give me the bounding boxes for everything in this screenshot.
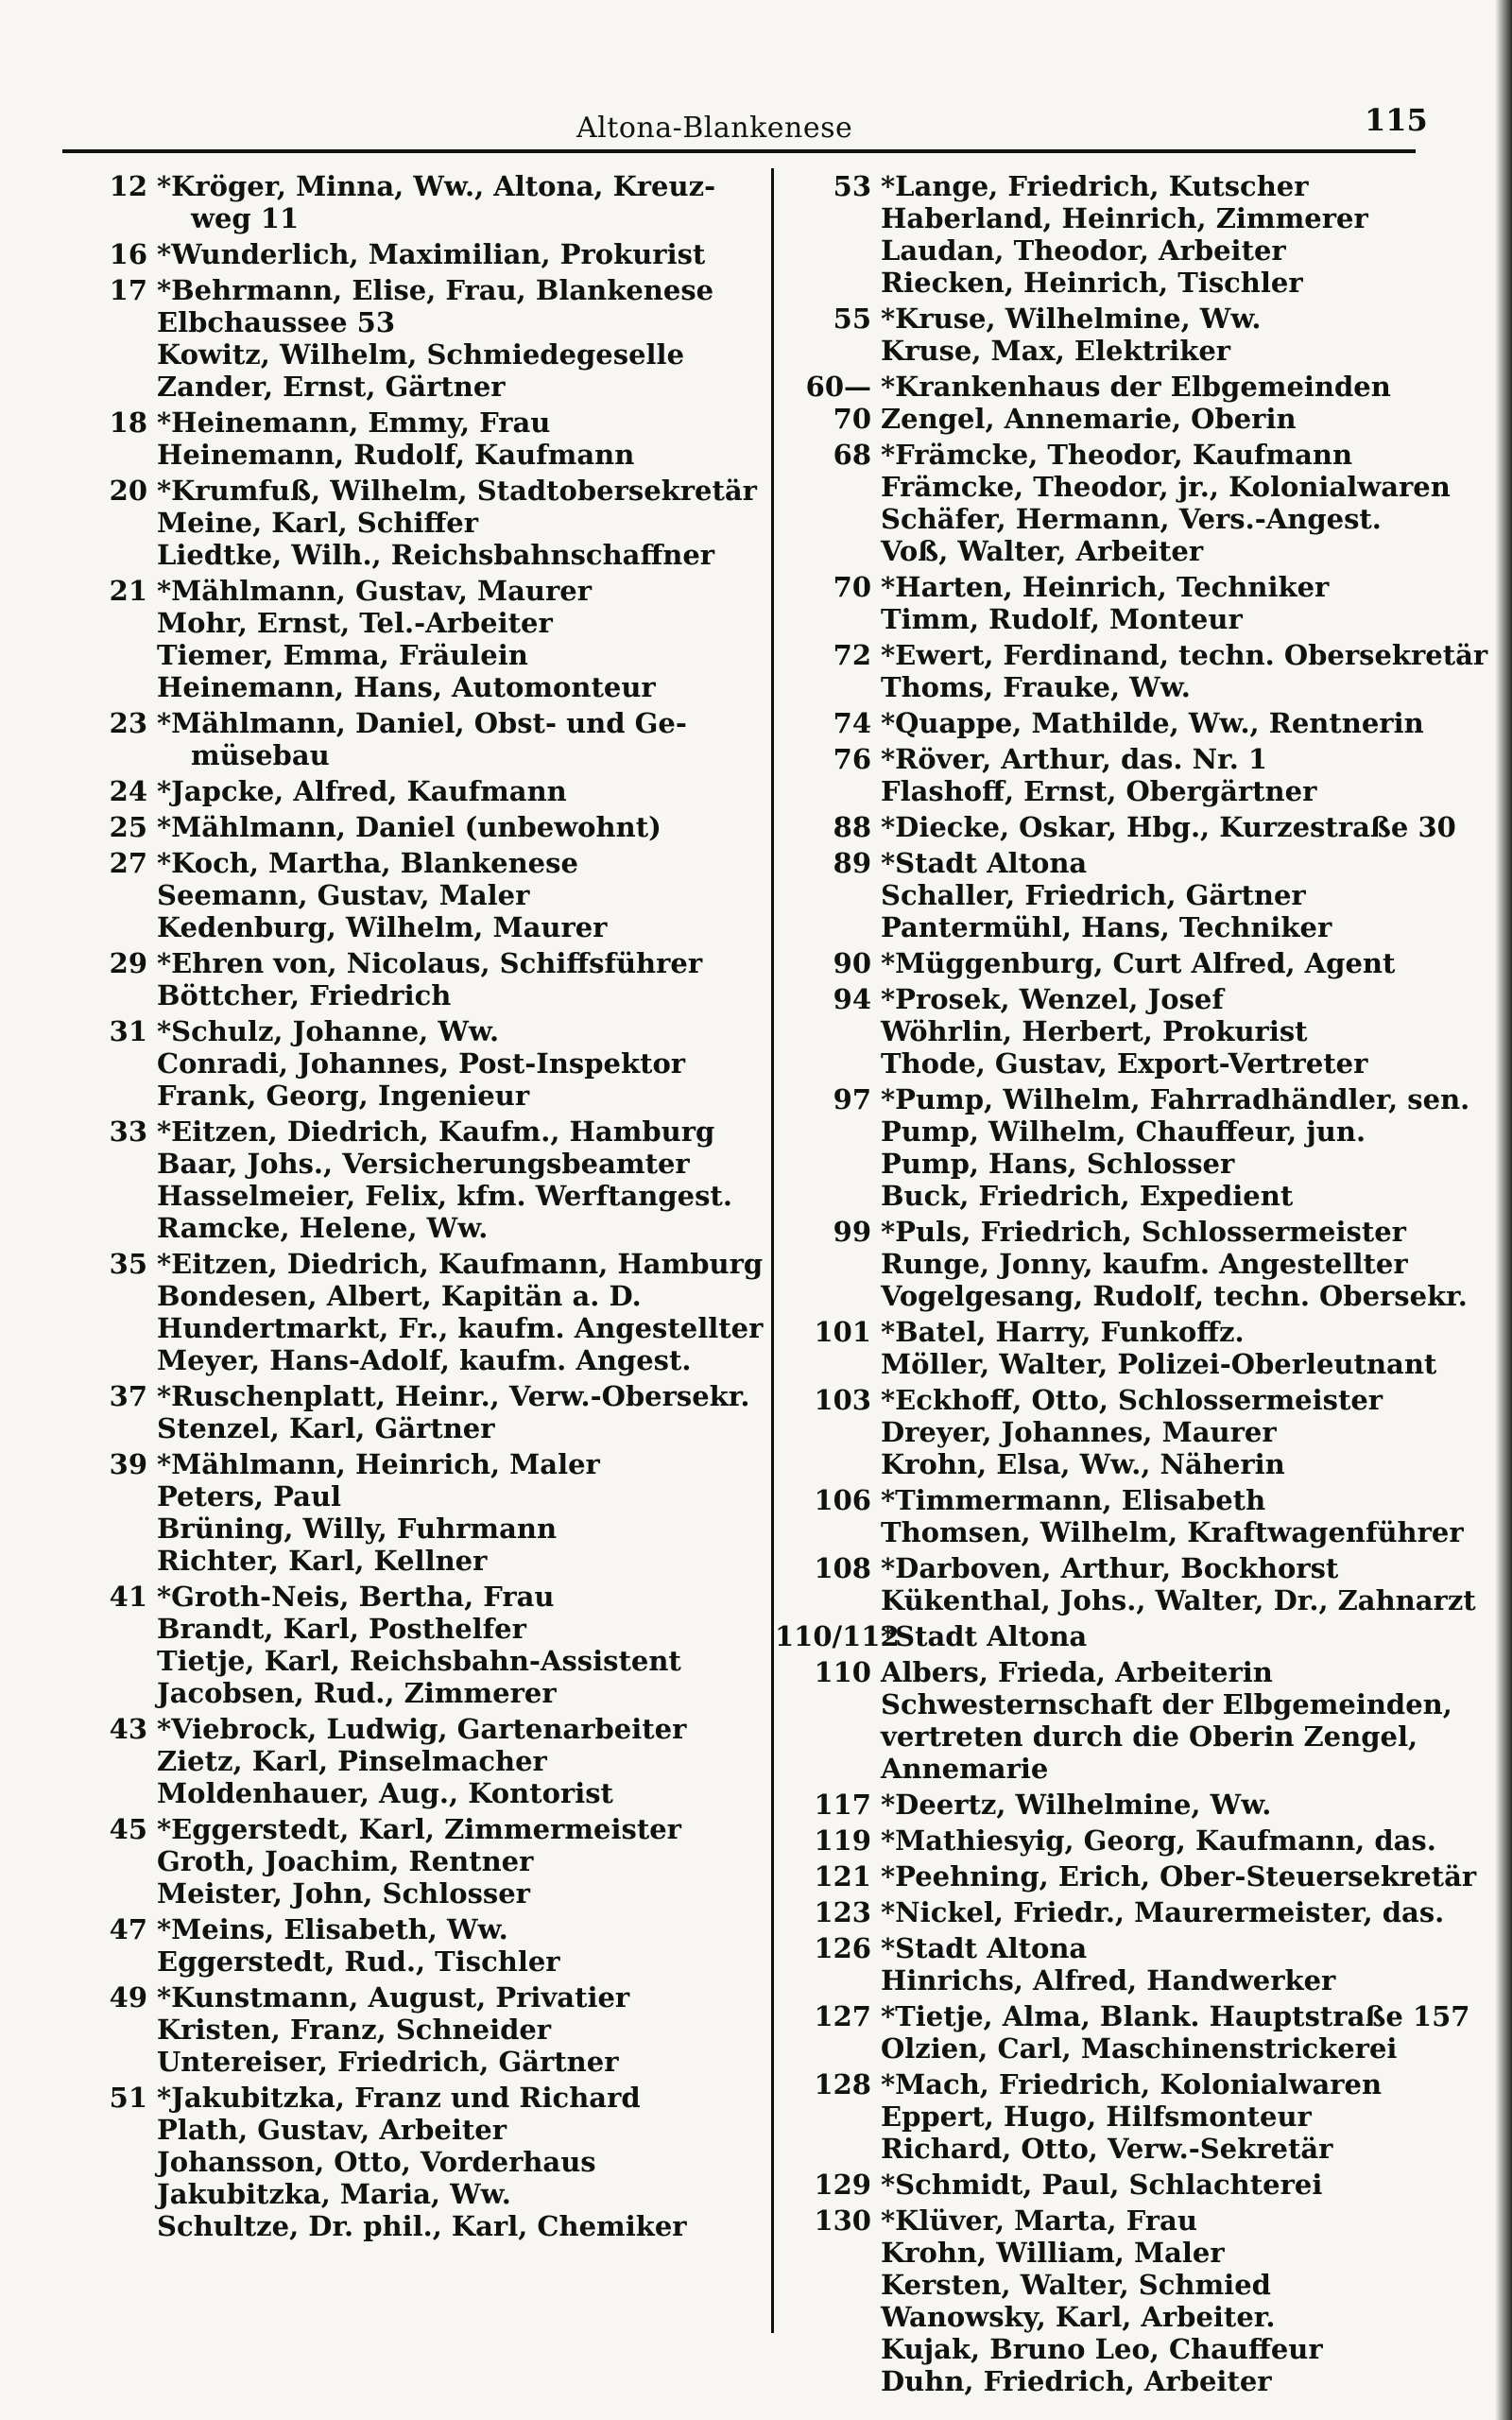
page-header-title: Altona-Blankenese — [576, 112, 853, 145]
resident-primary: *Timmermann, Elisabeth — [881, 1484, 1266, 1516]
resident-line: Frank, Georg, Ingenieur — [157, 1080, 530, 1112]
house-number: 20 — [109, 475, 147, 507]
right-column — [775, 170, 1488, 2401]
resident-line: Kükenthal, Johs., Walter, Dr., Zahnarzt — [881, 1584, 1476, 1616]
house-number: 55 — [833, 302, 871, 335]
resident-primary: *Eitzen, Diedrich, Kaufm., Hamburg — [157, 1115, 715, 1148]
house-number: 18 — [109, 406, 147, 439]
directory-entry — [775, 439, 1479, 567]
resident-line: Kruse, Max, Elektriker — [881, 335, 1231, 367]
resident-primary: *Koch, Martha, Blankenese — [157, 847, 578, 879]
resident-primary: *Batel, Harry, Funkoffz. — [881, 1316, 1245, 1348]
resident-primary: *Diecke, Oskar, Hbg., Kurzestraße 30 — [881, 811, 1456, 843]
resident-line: Richard, Otto, Verw.-Sekretär — [881, 2133, 1333, 2165]
house-number: 88 — [833, 811, 871, 843]
resident-line: Laudan, Theodor, Arbeiter — [881, 234, 1286, 267]
resident-primary: *Krumfuß, Wilhelm, Stadtobersekretär — [157, 475, 757, 507]
directory-entry — [72, 1581, 762, 1709]
resident-primary: *Müggenburg, Curt Alfred, Agent — [881, 947, 1396, 979]
house-number: 53 — [833, 170, 871, 202]
resident-primary: *Mählmann, Heinrich, Maler — [157, 1448, 600, 1480]
directory-entry — [775, 743, 1479, 807]
directory-entry — [775, 2068, 1479, 2165]
resident-primary: *Mählmann, Gustav, Maurer — [157, 575, 593, 607]
resident-primary: *Peehning, Erich, Ober-Steuersekretär — [881, 1860, 1477, 1893]
resident-line: Möller, Walter, Polizei-Oberleutnant — [881, 1348, 1437, 1380]
resident-line: Brandt, Karl, Posthelfer — [157, 1613, 526, 1645]
house-number: 127 — [814, 2000, 871, 2032]
directory-entry — [72, 811, 762, 843]
resident-line: Brüning, Willy, Fuhrmann — [157, 1512, 558, 1545]
resident-line: Haberland, Heinrich, Zimmerer — [881, 202, 1368, 234]
resident-line: Dreyer, Johannes, Maurer — [881, 1416, 1277, 1448]
directory-entry — [775, 707, 1479, 739]
resident-line: Hinrichs, Alfred, Handwerker — [881, 1964, 1336, 1996]
house-number: 41 — [109, 1581, 147, 1613]
directory-entry — [72, 1813, 762, 1910]
resident-line: Meister, John, Schlosser — [157, 1877, 530, 1910]
house-number: 117 — [814, 1789, 871, 1821]
house-number: 23 — [109, 707, 147, 739]
resident-line: Riecken, Heinrich, Tischler — [881, 267, 1303, 299]
resident-line: Buck, Friedrich, Expedient — [881, 1180, 1294, 1212]
house-number: 97 — [833, 1083, 871, 1115]
resident-line: Plath, Gustav, Arbeiter — [157, 2114, 507, 2146]
directory-entry — [775, 639, 1488, 703]
resident-primary: *Jakubitzka, Franz und Richard — [157, 2082, 641, 2114]
directory-entry — [775, 1083, 1479, 1212]
resident-line: Meine, Karl, Schiffer — [157, 507, 479, 539]
page-edge-shadow — [1495, 0, 1512, 2420]
resident-line: Ramcke, Helene, Ww. — [157, 1212, 489, 1244]
house-number: 90 — [833, 947, 871, 979]
resident-line: Schwesternschaft der Elbgemeinden, — [881, 1688, 1452, 1720]
resident-line: Vogelgesang, Rudolf, techn. Obersekr. — [881, 1280, 1468, 1312]
resident-line: Schäfer, Hermann, Vers.-Angest. — [881, 503, 1382, 535]
resident-primary: *Pump, Wilhelm, Fahrradhändler, sen. — [881, 1083, 1470, 1115]
directory-entry — [72, 2082, 762, 2242]
resident-line: Hasselmeier, Felix, kfm. Werftangest. — [157, 1180, 732, 1212]
resident-line: Conradi, Johannes, Post-Inspektor — [157, 1047, 686, 1080]
directory-entry — [775, 2204, 1479, 2397]
house-number: 17 — [109, 274, 147, 306]
resident-primary: Albers, Frieda, Arbeiterin — [881, 1656, 1273, 1688]
resident-line: Baar, Johs., Versicherungsbeamter — [157, 1148, 690, 1180]
resident-primary: *Stadt Altona — [881, 1932, 1088, 1964]
resident-primary: *Behrmann, Elise, Frau, Blankenese — [157, 274, 714, 306]
resident-primary: *Meins, Elisabeth, Ww. — [157, 1913, 508, 1945]
resident-line: Pump, Hans, Schlosser — [881, 1148, 1235, 1180]
house-number: 27 — [109, 847, 147, 879]
resident-line: Hundertmarkt, Fr., kaufm. Angestellter — [157, 1312, 764, 1344]
house-number: 33 — [109, 1115, 147, 1148]
resident-line: Zengel, Annemarie, Oberin — [881, 403, 1297, 435]
house-number: 101 — [814, 1316, 871, 1348]
resident-line: Kujak, Bruno Leo, Chauffeur — [881, 2333, 1323, 2365]
resident-line: Groth, Joachim, Rentner — [157, 1845, 534, 1877]
house-number: 74 — [833, 707, 871, 739]
house-number: 108 — [814, 1552, 871, 1584]
house-number: 24 — [109, 775, 147, 807]
resident-primary: *Ewert, Ferdinand, techn. Obersekretär — [881, 639, 1488, 671]
resident-primary: *Stadt Altona — [881, 1620, 1088, 1652]
resident-primary: *Kruse, Wilhelmine, Ww. — [881, 302, 1262, 335]
house-number: 103 — [814, 1384, 871, 1416]
resident-primary: *Deertz, Wilhelmine, Ww. — [881, 1789, 1272, 1821]
directory-entry — [775, 1932, 1479, 1996]
resident-line: Annemarie — [881, 1753, 1049, 1785]
house-number: 21 — [109, 575, 147, 607]
resident-line: Thomsen, Wilhelm, Kraftwagenführer — [881, 1516, 1464, 1548]
header-rule — [62, 149, 1416, 153]
resident-line: Pantermühl, Hans, Techniker — [881, 911, 1332, 943]
directory-entry — [72, 1713, 762, 1809]
house-number: 35 — [109, 1248, 147, 1280]
house-number: 94 — [833, 983, 871, 1015]
house-number: 72 — [833, 639, 871, 671]
house-number: 110 — [814, 1656, 871, 1688]
house-number: 51 — [109, 2082, 147, 2114]
resident-primary: *Japcke, Alfred, Kaufmann — [157, 775, 567, 807]
house-number: 25 — [109, 811, 147, 843]
directory-entry — [775, 170, 1479, 299]
resident-primary: *Wunderlich, Maximilian, Prokurist — [157, 238, 706, 270]
resident-primary: *Eitzen, Diedrich, Kaufmann, Hamburg — [157, 1248, 764, 1280]
directory-entry — [775, 2169, 1479, 2201]
directory-entry — [72, 575, 762, 703]
house-number: 70 — [833, 571, 871, 603]
house-number: 49 — [109, 1981, 147, 2014]
resident-line: Duhn, Friedrich, Arbeiter — [881, 2365, 1272, 2397]
resident-line: Wöhrlin, Herbert, Prokurist — [881, 1015, 1308, 1047]
directory-entry — [72, 1248, 762, 1376]
directory-entry — [775, 1824, 1479, 1857]
resident-line: Richter, Karl, Kellner — [157, 1545, 488, 1577]
directory-entry — [72, 475, 762, 571]
house-number: 121 — [814, 1860, 871, 1893]
column-divider — [771, 168, 774, 2333]
directory-entry — [775, 1552, 1479, 1616]
resident-line: Jakubitzka, Maria, Ww. — [157, 2178, 511, 2210]
resident-line: Kowitz, Wilhelm, Schmiedegeselle — [157, 338, 685, 371]
house-number: 39 — [109, 1448, 147, 1480]
resident-line: Tietje, Karl, Reichsbahn-Assistent — [157, 1645, 681, 1677]
resident-line: Flashoff, Ernst, Obergärtner — [881, 775, 1317, 807]
resident-primary: *Groth-Neis, Bertha, Frau — [157, 1581, 555, 1613]
resident-primary: *Puls, Friedrich, Schlossermeister — [881, 1216, 1406, 1248]
page-number: 115 — [1365, 102, 1428, 138]
directory-entry — [72, 775, 762, 807]
resident-primary: *Kröger, Minna, Ww., Altona, Kreuz- — [157, 170, 716, 202]
resident-primary: *Lange, Friedrich, Kutscher — [881, 170, 1309, 202]
house-number: 126 — [814, 1932, 871, 1964]
resident-line: Pump, Wilhelm, Chauffeur, jun. — [881, 1115, 1366, 1148]
resident-primary: *Darboven, Arthur, Bockhorst — [881, 1552, 1339, 1584]
resident-line: Främcke, Theodor, jr., Kolonialwaren — [881, 471, 1451, 503]
resident-line: Thoms, Frauke, Ww. — [881, 671, 1191, 703]
house-number: 123 — [814, 1896, 871, 1928]
resident-primary: *Kunstmann, August, Privatier — [157, 1981, 630, 2014]
resident-line: Krohn, William, Maler — [881, 2237, 1225, 2269]
resident-primary: *Ehren von, Nicolaus, Schiffsführer — [157, 947, 703, 979]
directory-entry — [72, 170, 762, 234]
resident-primary: *Tietje, Alma, Blank. Hauptstraße 157 — [881, 2000, 1470, 2032]
resident-primary: *Heinemann, Emmy, Frau — [157, 406, 551, 439]
resident-line: Schaller, Friedrich, Gärtner — [881, 879, 1306, 911]
directory-entry — [775, 983, 1479, 1080]
directory-entry — [775, 1656, 1479, 1785]
house-number: 119 — [814, 1824, 871, 1857]
resident-line: Kersten, Walter, Schmied — [881, 2269, 1271, 2301]
directory-entry — [775, 1216, 1479, 1312]
house-number: 45 — [109, 1813, 147, 1845]
resident-line: Voß, Walter, Arbeiter — [881, 535, 1204, 567]
directory-entry — [775, 302, 1479, 367]
house-number: 68 — [833, 439, 871, 471]
resident-line: Böttcher, Friedrich — [157, 979, 452, 1011]
resident-primary: *Harten, Heinrich, Techniker — [881, 571, 1330, 603]
resident-line: Tiemer, Emma, Fräulein — [157, 639, 528, 671]
directory-entry — [775, 847, 1479, 943]
resident-line: Kedenburg, Wilhelm, Maurer — [157, 911, 608, 943]
resident-line: Olzien, Carl, Maschinenstrickerei — [881, 2032, 1398, 2065]
resident-primary: *Eckhoff, Otto, Schlossermeister — [881, 1384, 1383, 1416]
house-number: 130 — [814, 2204, 871, 2237]
resident-line: weg 11 — [191, 202, 300, 234]
resident-primary: *Krankenhaus der Elbgemeinden — [881, 371, 1391, 403]
resident-line: Johansson, Otto, Vorderhaus — [157, 2146, 596, 2178]
directory-entry — [775, 1860, 1479, 1893]
house-number: 43 — [109, 1713, 147, 1745]
resident-primary: *Klüver, Marta, Frau — [881, 2204, 1197, 2237]
directory-entry — [72, 1448, 762, 1577]
resident-line: Wanowsky, Karl, Arbeiter. — [881, 2301, 1276, 2333]
resident-primary: *Ruschenplatt, Heinr., Verw.-Obersekr. — [157, 1380, 750, 1412]
directory-entry — [775, 811, 1479, 843]
house-number: 12 — [109, 170, 147, 202]
resident-line: Jacobsen, Rud., Zimmerer — [157, 1677, 557, 1709]
resident-line: Meyer, Hans-Adolf, kaufm. Angest. — [157, 1344, 692, 1376]
directory-entry — [72, 238, 762, 270]
directory-entry — [775, 2000, 1479, 2065]
resident-line: Schultze, Dr. phil., Karl, Chemiker — [157, 2210, 687, 2242]
directory-entry — [775, 1384, 1479, 1480]
resident-line: Kristen, Franz, Schneider — [157, 2014, 552, 2046]
resident-line: Peters, Paul — [157, 1480, 342, 1512]
directory-entry — [72, 847, 762, 943]
directory-entry — [775, 1316, 1479, 1380]
directory-entry — [72, 707, 762, 771]
resident-primary: *Främcke, Theodor, Kaufmann — [881, 439, 1353, 471]
resident-primary: *Röver, Arthur, das. Nr. 1 — [881, 743, 1268, 775]
directory-entry — [72, 406, 762, 471]
resident-primary: *Nickel, Friedr., Maurermeister, das. — [881, 1896, 1445, 1928]
directory-entry — [775, 947, 1479, 979]
left-column — [72, 170, 762, 2246]
house-number: 110/112 — [775, 1620, 900, 1652]
resident-line: Elbchaussee 53 — [157, 306, 396, 338]
resident-line: Moldenhauer, Aug., Kontorist — [157, 1777, 613, 1809]
directory-entry — [775, 1620, 1479, 1652]
house-number: 76 — [833, 743, 871, 775]
directory-entry — [72, 1913, 762, 1978]
house-number: 129 — [814, 2169, 871, 2201]
resident-primary: *Prosek, Wenzel, Josef — [881, 983, 1224, 1015]
resident-line: Krohn, Elsa, Ww., Näherin — [881, 1448, 1285, 1480]
resident-line: Zietz, Karl, Pinselmacher — [157, 1745, 547, 1777]
directory-entry — [775, 371, 1479, 435]
directory-entry — [72, 1380, 762, 1444]
directory-entry — [775, 1896, 1479, 1928]
house-number: 37 — [109, 1380, 147, 1412]
directory-entry — [72, 274, 762, 403]
resident-primary: *Stadt Altona — [881, 847, 1088, 879]
resident-primary: *Mathiesyig, Georg, Kaufmann, das. — [881, 1824, 1436, 1857]
house-number: 31 — [109, 1015, 147, 1047]
house-number: 106 — [814, 1484, 871, 1516]
directory-entry — [72, 1015, 762, 1112]
resident-primary: *Eggerstedt, Karl, Zimmermeister — [157, 1813, 681, 1845]
resident-primary: *Schmidt, Paul, Schlachterei — [881, 2169, 1323, 2201]
resident-line: Eggerstedt, Rud., Tischler — [157, 1945, 560, 1978]
resident-line: Heinemann, Hans, Automonteur — [157, 671, 656, 703]
directory-entry — [775, 1789, 1479, 1821]
directory-entry — [72, 947, 762, 1011]
directory-entry — [775, 571, 1479, 635]
resident-line: Liedtke, Wilh., Reichsbahnschaffner — [157, 539, 715, 571]
house-number: 47 — [109, 1913, 147, 1945]
house-number: 16 — [109, 238, 147, 270]
resident-line: vertreten durch die Oberin Zengel, — [881, 1720, 1418, 1753]
resident-primary: *Quappe, Mathilde, Ww., Rentnerin — [881, 707, 1424, 739]
resident-line: Heinemann, Rudolf, Kaufmann — [157, 439, 635, 471]
resident-primary: *Mählmann, Daniel (unbewohnt) — [157, 811, 662, 843]
resident-line: Bondesen, Albert, Kapitän a. D. — [157, 1280, 642, 1312]
resident-line: Untereiser, Friedrich, Gärtner — [157, 2046, 619, 2078]
directory-entry — [72, 1981, 762, 2078]
resident-line: Runge, Jonny, kaufm. Angestellter — [881, 1248, 1408, 1280]
directory-entry — [72, 1115, 762, 1244]
resident-primary: *Mach, Friedrich, Kolonialwaren — [881, 2068, 1383, 2100]
resident-line: Zander, Ernst, Gärtner — [157, 371, 506, 403]
house-number: 89 — [833, 847, 871, 879]
resident-line: Timm, Rudolf, Monteur — [881, 603, 1243, 635]
house-number: 29 — [109, 947, 147, 979]
resident-primary: *Schulz, Johanne, Ww. — [157, 1015, 500, 1047]
house-number: 128 — [814, 2068, 871, 2100]
resident-primary: *Mählmann, Daniel, Obst- und Ge- — [157, 707, 687, 739]
resident-line: müsebau — [191, 739, 330, 771]
directory-entry — [775, 1484, 1479, 1548]
house-number: 60—70 — [805, 371, 871, 435]
resident-line: Eppert, Hugo, Hilfsmonteur — [881, 2100, 1312, 2133]
resident-line: Thode, Gustav, Export-Vertreter — [881, 1047, 1368, 1080]
resident-line: Stenzel, Karl, Gärtner — [157, 1412, 495, 1444]
resident-primary: *Viebrock, Ludwig, Gartenarbeiter — [157, 1713, 687, 1745]
house-number: 99 — [833, 1216, 871, 1248]
resident-line: Seemann, Gustav, Maler — [157, 879, 530, 911]
resident-line: Mohr, Ernst, Tel.-Arbeiter — [157, 607, 553, 639]
